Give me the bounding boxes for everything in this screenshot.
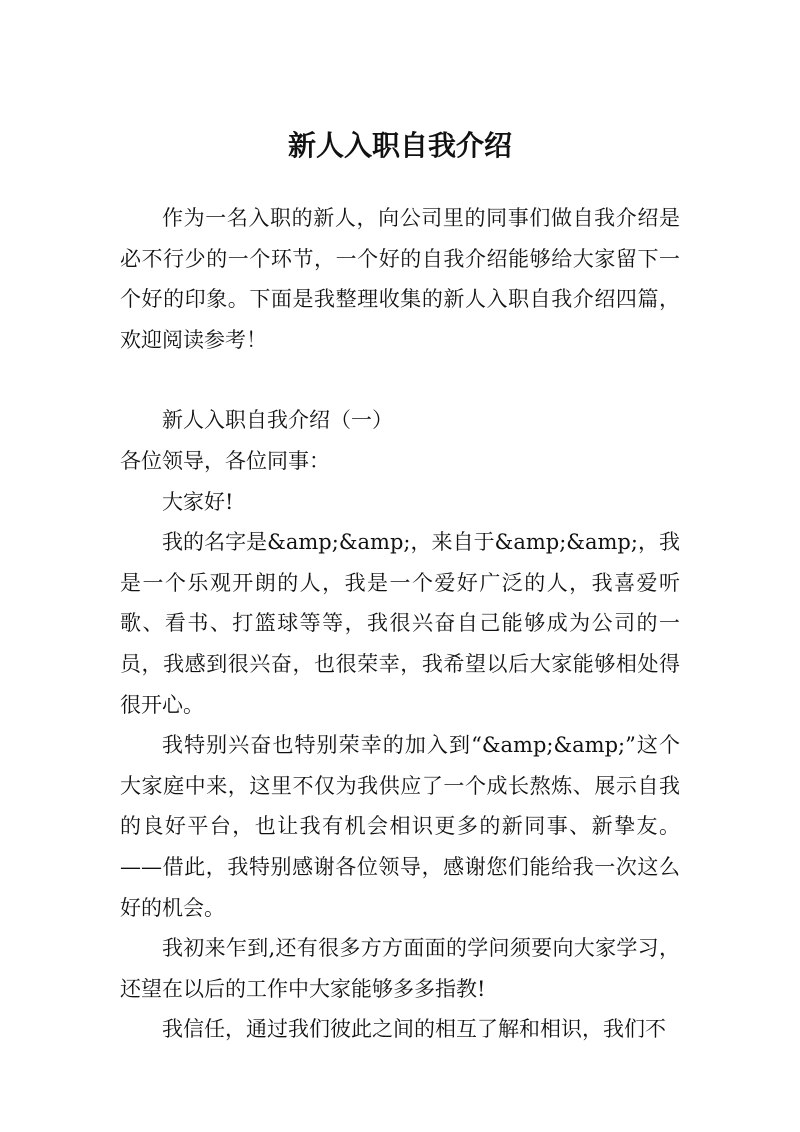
intro-paragraph: 作为一名入职的新人，向公司里的同事们做自我介绍是必不行少的一个环节，一个好的自我介绍能够给大家留下一个好的印象。下面是我整理收集的新人入职自我介绍四篇，欢迎阅读参考！ — [120, 206, 680, 352]
section-heading: 新人入职自我介绍（一） — [162, 408, 393, 433]
body-paragraph-2: 我的名字是&amp;&amp;，来自于&amp;&amp;，我是一个乐观开朗的人，我是一个爱好广泛的人，我喜爱听歌、看书、打篮球等等，我很兴奋自己能够成为公司的一员，我感到很兴奋，也很荣幸，我希望以后大家能够相处得很开心。 — [120, 530, 680, 717]
body-paragraph-3: 我特别兴奋也特别荣幸的加入到“&amp;&amp;”这个大家庭中来，这里不仅为我供应了一个成长熬炼、展示自我的良好平台，也让我有机会相识更多的新同事、新挚友。——借此，我特别感谢各位领导，感谢您们能给我一次这么好的机会。 — [120, 733, 680, 920]
document-body — [120, 198, 680, 1050]
body-paragraph-4: 我初来乍到,还有很多方方面面的学问须要向大家学习，还望在以后的工作中大家能够多多指教! — [120, 936, 680, 1001]
body-paragraph-5: 我信任，通过我们彼此之间的相互了解和相识，我们不 — [162, 1017, 666, 1042]
document-title: 新人入职自我介绍 — [287, 129, 512, 162]
blank-line — [120, 360, 680, 400]
salutation: 各位领导，各位同事： — [120, 448, 330, 473]
body-paragraph-1: 大家好! — [162, 489, 234, 514]
